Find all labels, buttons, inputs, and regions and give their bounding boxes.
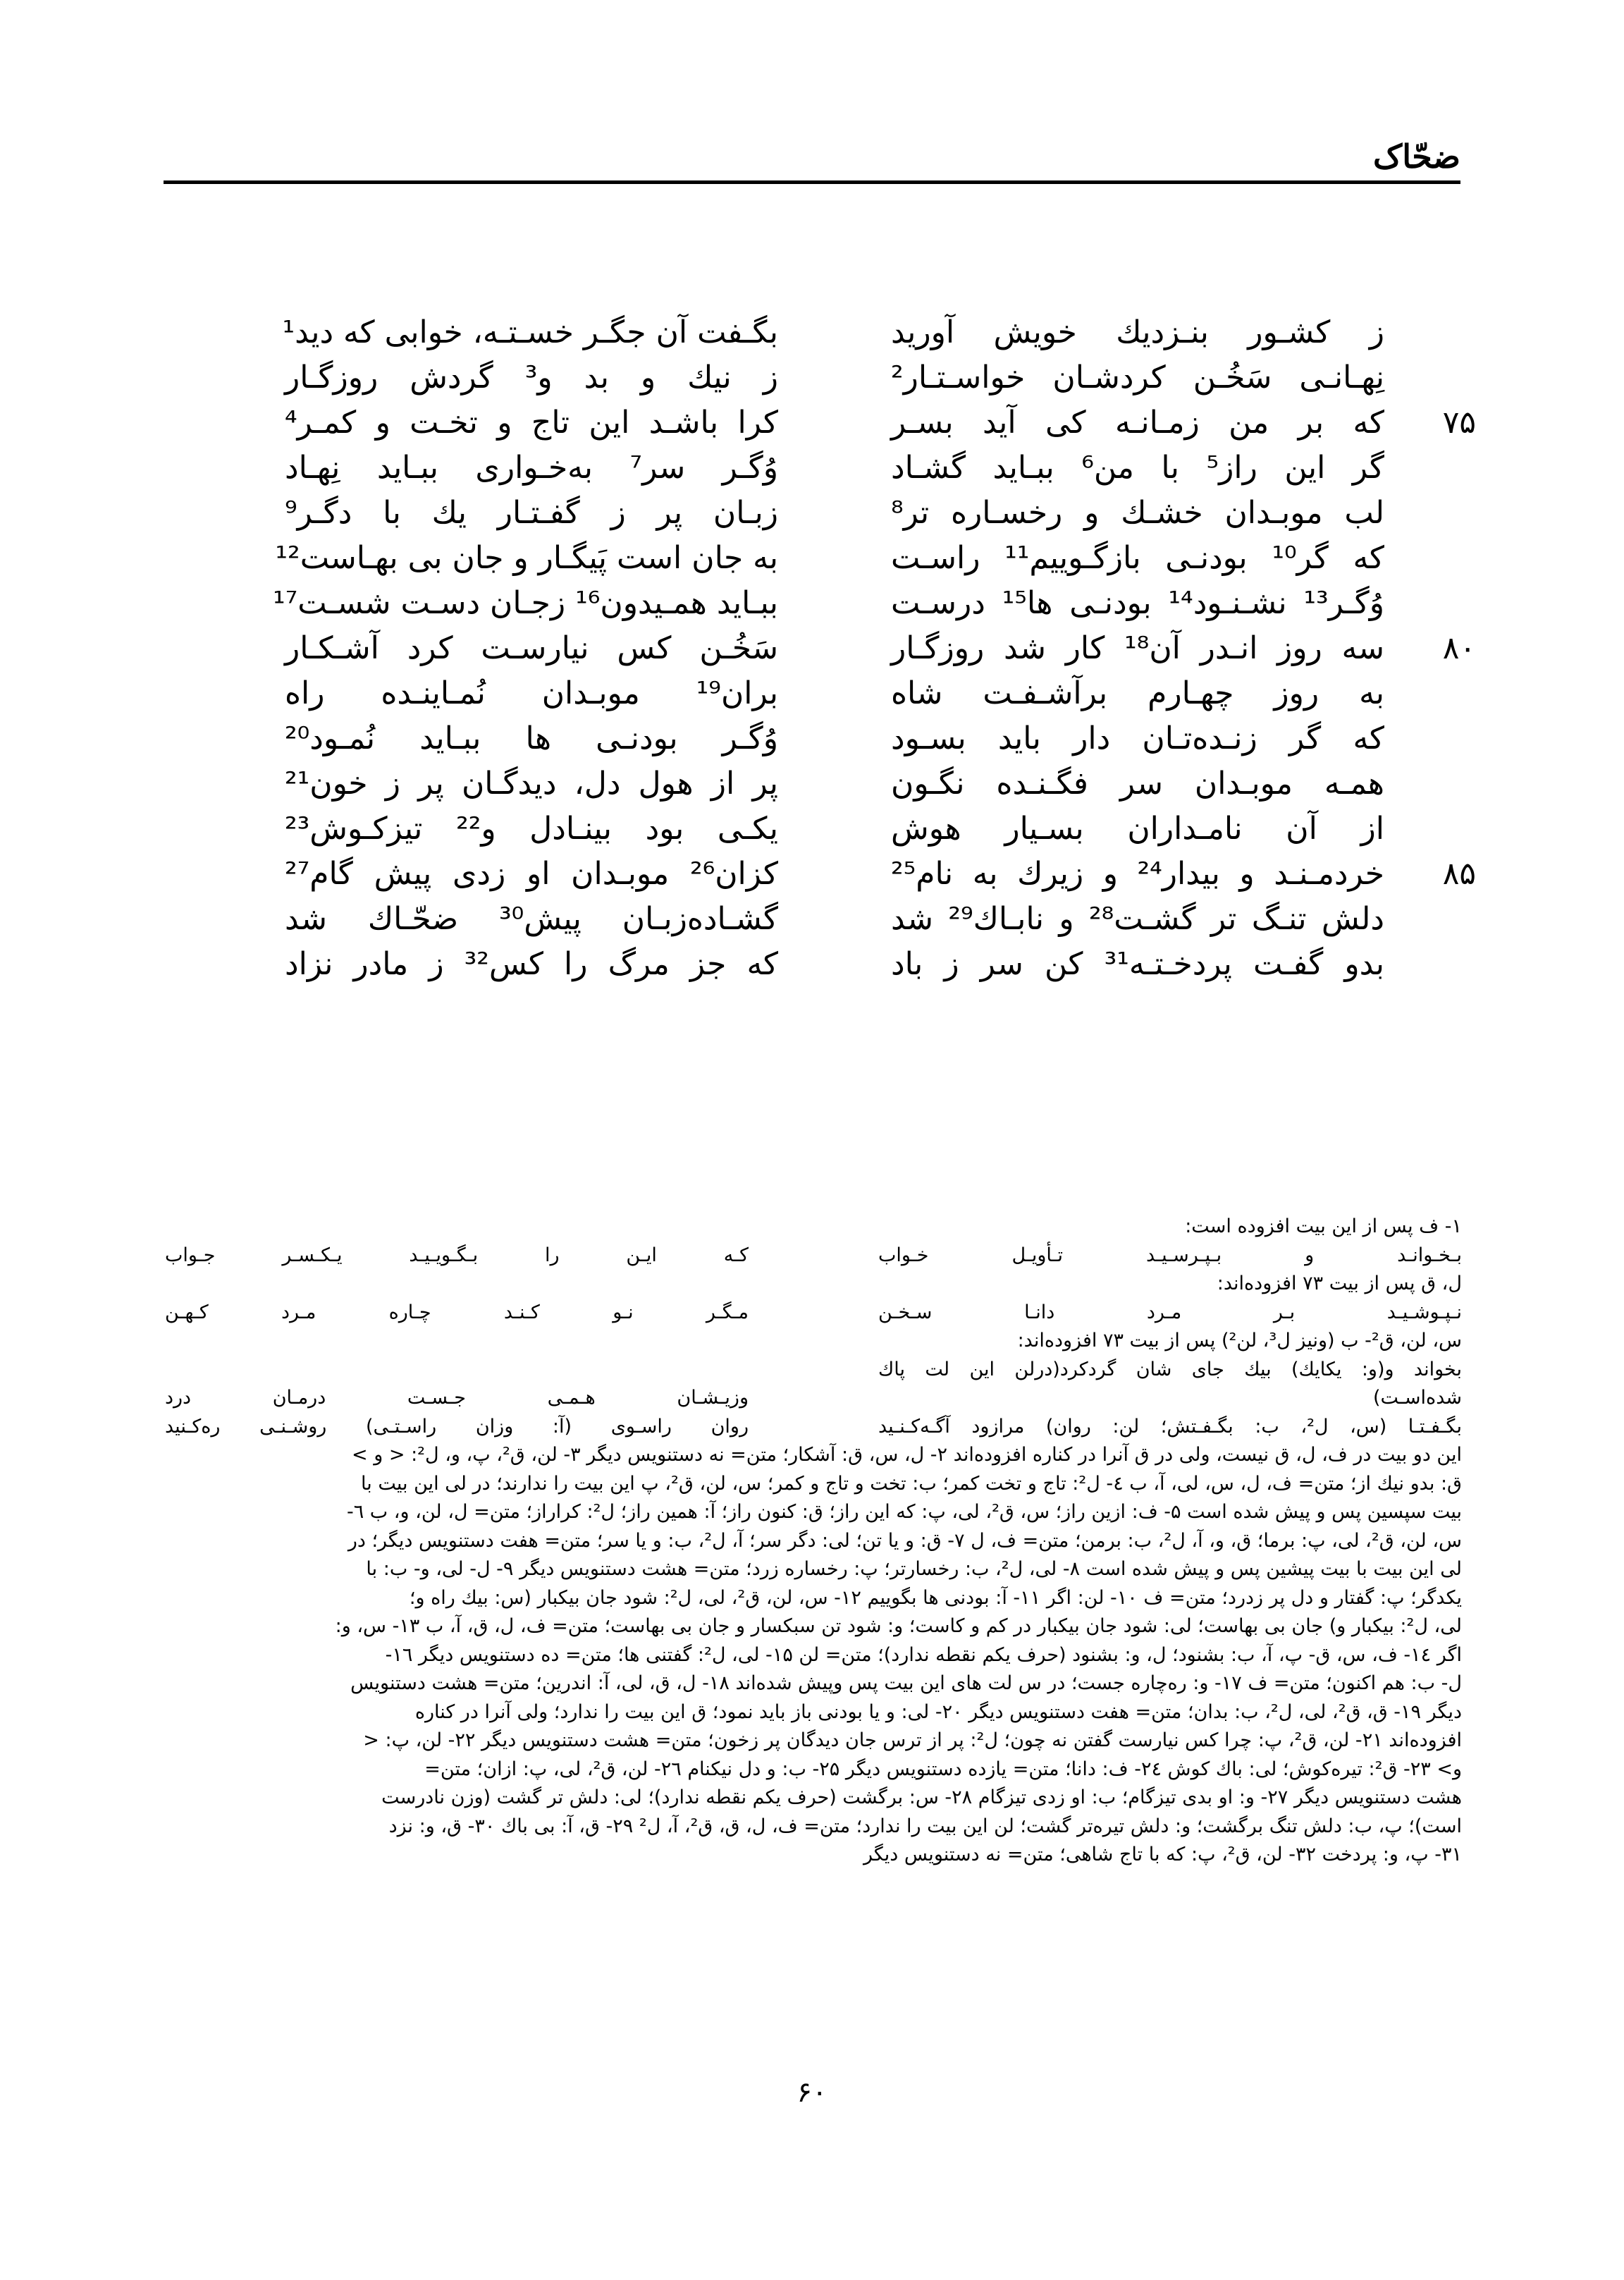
poem-column-right (891, 310, 1476, 987)
verse-line (285, 355, 778, 400)
verse-text: بگـفت آن جگـر خسـتـه، خوابی که دید¹ (282, 314, 778, 350)
verse-text: وُگـر سر⁷ به‌خـواری ببـاید نِهـاد (285, 450, 778, 486)
verse-text: کزان²⁶ موبـدان او زدی پیش گام²⁷ (285, 856, 778, 892)
verse-text: وُگـر¹³ نشـنـود¹⁴ بودنـی ها¹⁵ درسـت (891, 585, 1384, 621)
couplet-first-hemistich: بـخـوانـد و بـپـرسـیـد تـأویـل خـواب (878, 1244, 1462, 1266)
verse-line (891, 626, 1476, 671)
verse-line (891, 310, 1384, 355)
verse-text: که گر¹⁰ بودنـی بازگـوییم¹¹ راسـت (891, 540, 1384, 576)
couplet-first-hemistich: بگـفـتـا (س، ل²، ب: بگـفـتش؛ لن: روان) مرازود آگـه‌کـنـید (878, 1415, 1462, 1438)
verse-line (891, 897, 1384, 942)
footnote-couplet (165, 1356, 1462, 1385)
verse-text: ز کشـور بنـزدیك خویش آورید (891, 314, 1384, 350)
verse-text: همـه موبـدان سر فگـنـده نگـون (891, 766, 1384, 802)
verse-text: که جز مرگ را کس³² ز مادر نزاد (285, 946, 778, 982)
verse-text: خردمـنـد و بیدار²⁴ و زیرك به نام²⁵ (891, 856, 1384, 892)
verse-line (891, 581, 1384, 626)
verse-text: گشـاده‌زبـان پیش³⁰ ضحّـاك شد (285, 901, 778, 937)
footnote-line: ل، ق پس از بیت ۷۳ افزوده‌اند: (1217, 1273, 1462, 1294)
verse-text: که گر زنـده‌تـان دار باید بسـود (891, 721, 1384, 756)
verse-text: ز نیك و بد و³ گردش روزگـار (285, 360, 778, 396)
header-rule (164, 180, 1460, 184)
verse-text: بدو گفـت پردخـتـه³¹ کن سر ز باد (891, 946, 1385, 982)
verse-text: پر از هول دل، دیدگـان پر ز خون²¹ (285, 766, 778, 802)
verse-text: یکـی بود بینـادل و²² تیزکـوش²³ (285, 811, 778, 847)
couplet-second-hemistich: وزیـشـان هـمـی جـسـت درمـان درد (165, 1387, 749, 1409)
couplet-second-hemistich (165, 1356, 749, 1385)
verse-text: به جان است پَیگـار و جان بی بهـاست¹² (275, 540, 778, 576)
footnote-couplet (165, 1384, 1462, 1413)
footnote-line: ل- ب: هم اکنون؛ متن= ف ۱۷- و: ره‌چاره جست؛ در س لت های این بیت پس وپیش شده‌اند ۱۸- ل، ق، لی، آ: اندرین؛ متن= هشت دستنویس (350, 1672, 1462, 1694)
verse-line (285, 716, 778, 761)
verse-line (285, 942, 778, 987)
verse-line (891, 716, 1384, 761)
verse-line (891, 446, 1384, 491)
verse-line (285, 852, 778, 897)
poem-column-left (273, 310, 778, 987)
verse-line (891, 400, 1476, 446)
footnote-line: لی، ل²: بیکبار و) جان بی بهاست؛ لی: شود جان بیکبار در کم و کاست؛ و: شود تن سبکسار و جان بی بهاست؛ متن= ف، ل، ق، آ، ب ۱۳- س، و: (335, 1615, 1462, 1637)
verse-line (275, 536, 778, 581)
page-number: ۶۰ (796, 2076, 828, 2109)
footnote-couplet (165, 1299, 1462, 1328)
verse-line (285, 491, 778, 536)
footnote-line: بیت سپسین پس و پیش شده است ۵- ف: ازین راز؛ س، ق²، لی، پ: که این راز؛ ق: کنون راز؛ آ: همین راز؛ ل²: کراراز؛ متن= ل، لن، و، ب ٦- (346, 1501, 1462, 1523)
couplet-second-hemistich: مـگـر نـو کـنـد چـاره مـرد کـهـن (165, 1301, 749, 1323)
verse-text: از آن نامـداران بسـیار هوش (891, 811, 1384, 847)
footnote-line: دیگر ۱۹- ق، ق²، لی، ل²، ب: بدان؛ متن= هفت دستنویس دیگر ۲۰- لی: و یا بودنی باز باید نمود؛ ق این بیت را ندارد؛ ولی آنرا در کناره (414, 1700, 1462, 1723)
footnote-line: هشت دستنویس دیگر ۲۷- و: او بدی تیزگام؛ ب: او زدی تیزگام ۲۸- س: برگشت (حرف یکم نقطه ندارد)؛ لی: دلش تر گشت (وزن نادرست (381, 1786, 1462, 1808)
verse-text: سَخُـن کس نیارسـت کرد آشـکـار (285, 630, 778, 666)
verse-text: زبـان پر ز گفـتـار یك با دگـر⁹ (285, 495, 778, 531)
verse-text: که بر من زمـانـه کی آید بسـر (891, 405, 1384, 441)
footnote-line: س، لن، ق²، لی، پ: برما؛ ق، و، آ، ل²، ب: برمن؛ متن= ف، ل ۷- ق: و یا تن؛ لی: دگر سر؛ آ، ل²، ب: و یا سر؛ متن= هفت دستنویس دیگر؛ در (347, 1529, 1462, 1552)
verse-text: لب موبـدان خشـك و رخسـاره تر⁸ (891, 495, 1384, 531)
verse-line (285, 761, 778, 807)
footnote-line: یکدگر؛ پ: گفتار و دل پر زدرد؛ متن= ف ۱۰- لن: اگر ۱۱- آ: بودنی ها بگوییم ۱۲- س، لن، ق²، لی، ل²: شود جان بیکبار (س: بیك راه و؛ (409, 1586, 1462, 1609)
verse-line (282, 310, 778, 355)
running-title: ضحّاک (1373, 137, 1460, 176)
footnote-line: ق: بدو نیك از؛ متن= ف، ل، س، لی، آ، ب ٤- ل²: تاج و تخت کمر؛ ب: تخت و تاج و کمر؛ س، لن، ق²، پ این بیت را ندارند؛ در لی این بیت با (361, 1472, 1462, 1495)
verse-text: سه روز انـدر آن¹⁸ کار شد روزگـار (891, 630, 1385, 666)
verse-line (891, 491, 1384, 536)
footnote-couplet (165, 1413, 1462, 1442)
footnote-line: افزوده‌اند ۲۱- لن، ق²، پ: چرا کس نیارست گفتن نه چون؛ ل²: پر از ترس جان دیدگان پر زخون؛ متن= هشت دستنویس دیگر ۲۲- لن، پ: < (363, 1729, 1462, 1751)
footnotes (165, 1213, 1462, 1870)
verse-line (285, 446, 778, 491)
verse-line (891, 761, 1384, 807)
verse-number: ۸۵ (1442, 856, 1476, 892)
verse-text: دلش تنـگ تر گشـت²⁸ و نابـاك²⁹ شد (891, 901, 1384, 937)
verse-line (285, 671, 778, 716)
verse-text: نِهـانـی سَخُـن کردشـان خواسـتـار² (891, 360, 1384, 396)
verse-text: وُگـر بودنـی ها ببـاید نُمـود²⁰ (285, 721, 778, 756)
verse-line (285, 626, 778, 671)
verse-line (891, 807, 1384, 852)
couplet-second-hemistich: روان راسـوی (آ: وزان راسـتـی) روشـنـی ره‌کـنید (165, 1415, 749, 1438)
footnote-line: این دو بیت در ف، ل، ق نیست، ولی در ق آنرا در کناره افزوده‌اند ۲- ل، س، ق: آشکار؛ متن= نه دستنویس دیگر ۳- لن، ق²، پ، و، ل²: < و > (352, 1444, 1462, 1466)
verse-line (891, 942, 1384, 987)
verse-line (285, 400, 778, 446)
verse-number: ۷۵ (1442, 405, 1476, 441)
couplet-second-hemistich: کـه ایـن را بـگـویـیـد یـکـسـر جـواب (165, 1244, 749, 1266)
verse-text: بران¹⁹ موبـدان نُمـاینـده راه (285, 675, 778, 711)
couplet-first-hemistich: شده‌اسـت) (1372, 1387, 1462, 1409)
footnote-line: اگر ١٤- ف، س، ق- پ، آ، ب: بشنود؛ ل، و: بشنود (حرف یکم نقطه ندارد)؛ متن= لن ۱۵- لی، ل²: گفتنی ها؛ متن= ده دستنویس دیگر ۱٦- (385, 1643, 1462, 1666)
verse-text: به روز چهـارم برآشـفـت شاه (891, 675, 1384, 711)
footnote-line: ۱- ف پس از این بیت افزوده است: (1185, 1215, 1462, 1237)
verse-text: گر این راز⁵ با من⁶ ببـاید گشـاد (891, 450, 1384, 486)
verse-line (891, 852, 1476, 897)
verse-line (285, 807, 778, 852)
verse-line (285, 897, 778, 942)
footnote-line: است)؛ پ، ب: دلش تنگ برگشت؛ و: دلش تیره‌تر گشت؛ لن این بیت را ندارد؛ متن= ف، ل، ق، ق²، آ، ل² ۲۹- ق، آ: بی باك ۳۰- ق، و: نزد (388, 1815, 1462, 1837)
footnote-line: ۳۱- پ، و: پردخت ۳۲- لن، ق²، پ: که با تاج شاهی؛ متن= نه دستنویس دیگر (863, 1844, 1462, 1865)
verse-text: ببـاید همـیدون¹⁶ زجـان دسـت شسـت¹⁷ (273, 585, 778, 621)
verse-number: ۸۰ (1442, 630, 1476, 666)
couplet-first-hemistich: بخواند و(و: یکایك) بیك جای شان گردکرد(درلن این لت پاك (878, 1358, 1462, 1380)
verse-line (891, 355, 1384, 400)
verse-line (891, 536, 1384, 581)
footnote-line: س، لن، ق²- ب (ونیز ل³، لن²) پس از بیت ۷۳ افزوده‌اند: (1017, 1330, 1462, 1352)
verse-line (273, 581, 778, 626)
verse-line (891, 671, 1384, 716)
footnote-couplet (165, 1242, 1462, 1270)
couplet-first-hemistich: نـپـوشـیـد بـر مـرد دانـا سـخـن (878, 1301, 1462, 1323)
verse-text: کرا باشـد این تاج و تخـت و کمـر⁴ (285, 405, 778, 441)
footnote-line: و> ۲۳- ق²: تیره‌کوش؛ لی: باك کوش ۲٤- ف: دانا؛ متن= یازده دستنویس دیگر ۲۵- ب: و دل نیکنام ۲٦- لن، ق²، لی، پ: ازان؛ متن= (424, 1758, 1462, 1780)
footnote-line: لی این بیت با بیت پیشین پس و پیش شده است ۸- لی، ل²، ب: رخسارتر؛ پ: رخساره زرد؛ متن= هشت دستنویس دیگر ۹- ل- لی، و- ب: با (366, 1558, 1462, 1580)
